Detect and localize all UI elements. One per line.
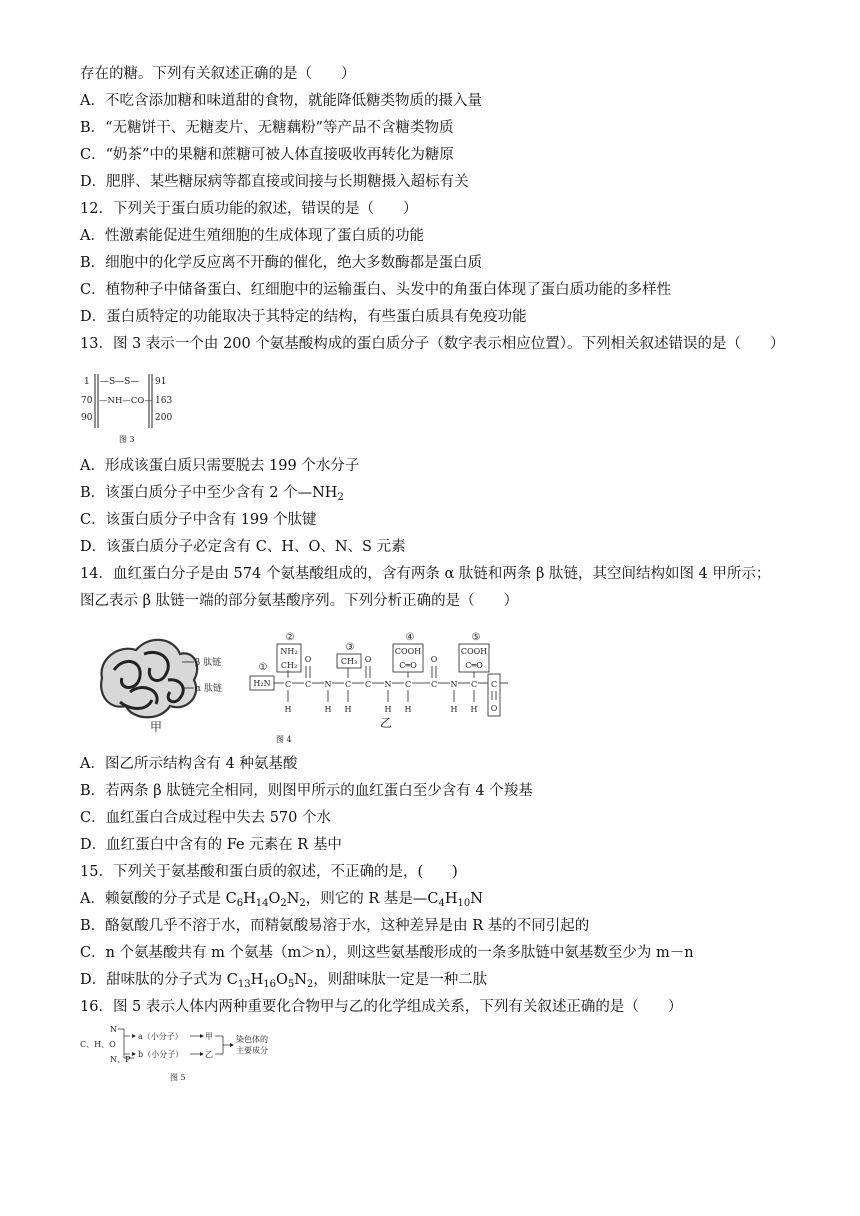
label-jia: 甲 xyxy=(150,720,163,734)
svg-text:⑤: ⑤ xyxy=(471,632,481,643)
q15-option-d: D．甜味肽的分子式为 $C_{13}H_{16}O_5N_2$，则甜味肽一定是一种二肽 xyxy=(80,972,488,990)
svg-text:C: C xyxy=(490,680,498,689)
group-ch3: CH₃ xyxy=(340,657,358,666)
svg-text:COOH: COOH xyxy=(394,647,422,656)
svg-text:C═O: C═O xyxy=(465,661,483,670)
fig3-right-91: 91 xyxy=(155,377,167,387)
q12-option-b: B．细胞中的化学反应离不开酶的催化，绝大多数酶都是蛋白质 xyxy=(80,255,483,271)
svg-text:④: ④ xyxy=(405,632,415,643)
fig5-caption: 图 5 xyxy=(170,1073,186,1082)
svg-text:H: H xyxy=(324,705,332,714)
svg-text:C: C xyxy=(284,680,292,689)
fig3-left-90: 90 xyxy=(81,413,93,423)
q15-option-b: B．酪氨酸几乎不溶于水，而精氨酸易溶于水，这种差异是由 R 基的不同引起的 xyxy=(80,918,590,934)
fig5-b-label: b（小分子） xyxy=(138,1050,184,1059)
svg-text:C: C xyxy=(364,680,372,689)
q11-option-b: B．“无糖饼干、无糖麦片、无糖藕粉”等产品不含糖类物质 xyxy=(80,120,454,136)
q13-option-a: A．形成该蛋白质只需要脱去 199 个水分子 xyxy=(80,458,360,474)
q14-option-c: C．血红蛋白合成过程中失去 570 个水 xyxy=(80,810,331,826)
svg-text:N: N xyxy=(384,680,392,689)
group-nh2: NH₂ xyxy=(280,647,298,656)
svg-text:C: C xyxy=(344,680,352,689)
fig5-result-line2: 主要成分 xyxy=(236,1046,268,1055)
svg-text:H: H xyxy=(344,705,352,714)
svg-text:C═O: C═O xyxy=(399,661,417,670)
q13-stem: 13．图 3 表示一个由 200 个氨基酸构成的蛋白质分子（数字表示相应位置）。下列相关叙述错误的是（ ） xyxy=(80,336,785,352)
svg-text:H: H xyxy=(384,705,392,714)
svg-text:N: N xyxy=(110,1025,117,1034)
q14-option-a: A．图乙所示结构含有 4 种氨基酸 xyxy=(80,756,298,772)
figure-5-composition-diagram xyxy=(78,1024,303,1088)
q15-option-c: C．n 个氨基酸共有 m 个氨基（m＞n），则这些氨基酸形成的一条多肽链中氨基数至少为 m－n xyxy=(80,945,694,961)
q15-option-a: A．赖氨酸的分子式是 $C_6H_{14}O_2N_2$，则它的 R 基是$—C_4H_{10}N$ xyxy=(80,891,483,909)
figure-3-protein-diagram xyxy=(80,370,190,445)
group-ch2: CH₂ xyxy=(280,661,298,670)
svg-text:②: ② xyxy=(285,632,295,643)
fig5-a-label: a（小分子） xyxy=(138,1032,183,1041)
fig5-yi: 乙 xyxy=(205,1050,213,1059)
svg-text:C: C xyxy=(404,680,412,689)
svg-text:N: N xyxy=(324,680,332,689)
svg-text:N、P: N、P xyxy=(110,1055,131,1064)
q14-stem-line2: 图乙表示 β 肽链一端的部分氨基酸序列。下列分析正确的是（ ） xyxy=(80,593,519,609)
svg-text:③: ③ xyxy=(345,642,355,653)
q11-option-c: C．“奶茶”中的果糖和蔗糖可被人体直接吸收再转化为糖原 xyxy=(80,147,454,163)
q11-option-a: A．不吃含添加糖和味道甜的食物，就能降低糖类物质的摄入量 xyxy=(80,93,482,109)
svg-text:H: H xyxy=(284,705,292,714)
q11-option-d: D．肥胖、某些糖尿病等都直接或间接与长期糖摄入超标有关 xyxy=(80,174,469,190)
fig3-caption: 图 3 xyxy=(119,435,135,444)
fig5-result-line1: 染色体的 xyxy=(236,1035,268,1044)
svg-text:O: O xyxy=(364,655,372,664)
label-yi: 乙 xyxy=(380,716,393,730)
svg-text:O: O xyxy=(490,704,498,713)
svg-text:O: O xyxy=(304,655,312,664)
fig3-disulfide-bond: —S—S— xyxy=(100,377,140,387)
svg-text:C: C xyxy=(430,680,438,689)
svg-text:N: N xyxy=(450,680,458,689)
svg-text:①: ① xyxy=(258,662,268,673)
fig5-jia: 甲 xyxy=(205,1032,213,1041)
svg-text:C、H、O: C、H、O xyxy=(80,1040,116,1049)
q12-stem: 12．下列关于蛋白质功能的叙述，错误的是（ ） xyxy=(80,201,418,217)
svg-text:H: H xyxy=(404,705,412,714)
group-h2n: H₂N xyxy=(253,679,271,688)
svg-text:O: O xyxy=(430,655,438,664)
svg-text:H: H xyxy=(450,705,458,714)
q15-stem: 15．下列关于氨基酸和蛋白质的叙述，不正确的是，( ) xyxy=(80,864,458,880)
q13-option-d: D．该蛋白质分子必定含有 C、H、O、N、S 元素 xyxy=(80,539,406,555)
q11-stem-end: 存在的糖。下列有关叙述正确的是（ ） xyxy=(80,66,356,82)
fig3-right-163: 163 xyxy=(155,396,173,406)
fig3-left-1: 1 xyxy=(84,377,90,387)
q12-option-c: C．植物种子中储备蛋白、红细胞中的运输蛋白、头发中的角蛋白体现了蛋白质功能的多样性 xyxy=(80,282,672,298)
svg-text:H: H xyxy=(470,705,478,714)
q13-option-c: C．该蛋白质分子中含有 199 个肽键 xyxy=(80,512,317,528)
fig3-right-200: 200 xyxy=(155,413,173,423)
fig3-peptide-bond: —NH—CO— xyxy=(99,396,153,406)
q14-option-b: B．若两条 β 肽链完全相同，则图甲所示的血红蛋白至少含有 4 个羧基 xyxy=(80,783,533,799)
label-beta-chain: β 肽链 xyxy=(195,658,222,668)
q16-stem: 16．图 5 表示人体内两种重要化合物甲与乙的化学组成关系，下列有关叙述正确的是（ ） xyxy=(80,999,683,1015)
fig3-left-70: 70 xyxy=(81,396,93,406)
q13-option-b: B．该蛋白质分子中至少含有 2 个$—NH_2$ xyxy=(80,485,344,503)
figure-4-hemoglobin xyxy=(90,620,510,745)
svg-text:C: C xyxy=(304,680,312,689)
fig4-caption: 图 4 xyxy=(276,735,292,744)
svg-text:C: C xyxy=(470,680,478,689)
q12-option-d: D．蛋白质特定的功能取决于其特定的结构，有些蛋白质具有免疫功能 xyxy=(80,309,527,325)
q14-stem-line1: 14．血红蛋白分子是由 574 个氨基酸组成的，含有两条 α 肽链和两条 β 肽链，其空间结构如图 4 甲所示； xyxy=(80,566,771,582)
q14-option-d: D．血红蛋白中含有的 Fe 元素在 R 基中 xyxy=(80,837,342,853)
svg-text:COOH: COOH xyxy=(460,647,488,656)
q12-option-a: A．性激素能促进生殖细胞的生成体现了蛋白质的功能 xyxy=(80,228,424,244)
label-alpha-chain: α 肽链 xyxy=(195,684,222,694)
